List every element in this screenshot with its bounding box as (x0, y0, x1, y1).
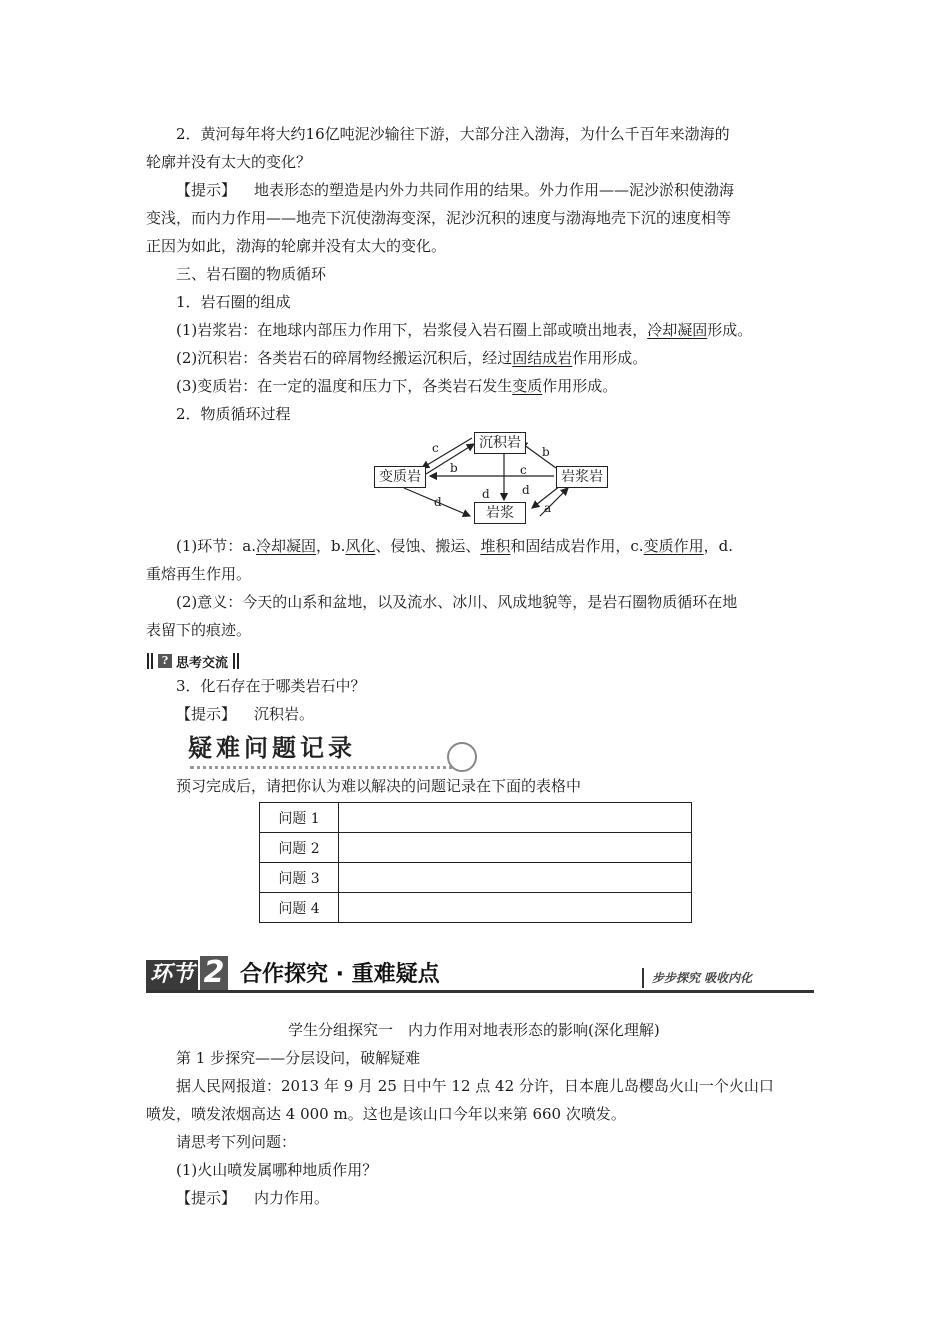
igneous-rock-box: 岩浆岩 (556, 466, 608, 488)
text: 作用形成。 (542, 377, 618, 395)
text: ，b. (315, 537, 346, 555)
subheading-composition: 1．岩石圈的组成 (176, 293, 291, 311)
inquiry-q1: (1)火山喷发属哪种地质作用？ (176, 1161, 378, 1179)
table-row (260, 833, 692, 863)
q3-question: 3．化石存在于哪类岩石中？ (176, 677, 366, 695)
question-record-table (259, 802, 692, 923)
label-c-top: c (432, 441, 439, 455)
arrow-c-sed-to-meta (422, 438, 472, 468)
row-header: 问题 4 (260, 893, 339, 923)
inquiry-hint (176, 1188, 329, 1208)
q2-hint-line3: 正因为如此，渤海的轮廓并没有太大的变化。 (146, 237, 447, 255)
cycle-meaning-line2: 表留下的痕迹。 (146, 621, 252, 639)
section2-header (146, 955, 814, 994)
news-line2: 喷发，喷发浓烟高达 4 000 m。这也是该山口今年以来第 660 次喷发。 (146, 1105, 626, 1123)
tag-bar (237, 653, 239, 669)
text: 形成。 (707, 321, 753, 339)
text: (1)环节：a. (176, 537, 256, 555)
think-discuss-tag (146, 652, 240, 670)
text: (3)变质岩：在一定的温度和压力下，各类岩石发生 (176, 377, 513, 395)
answer-cell[interactable] (339, 893, 692, 923)
magma-box: 岩浆 (474, 502, 526, 524)
answer-blank: 固结成岩 (512, 349, 573, 367)
label-b-right: b (542, 445, 550, 459)
answer-blank: 变质作用 (643, 537, 704, 555)
hint-label: 【提示】 (176, 1189, 237, 1207)
answer-blank: 风化 (345, 537, 376, 555)
subheading-cycle: 2．物质循环过程 (176, 405, 291, 423)
circle-decoration-icon (447, 742, 477, 772)
text: (1)岩浆岩：在地球内部压力作用下，岩浆侵入岩石圈上部或喷出地表， (176, 321, 648, 339)
hint-text: 沉积岩。 (254, 705, 315, 723)
answer-cell[interactable] (339, 863, 692, 893)
section-title: 合作探究 · 重难疑点 (240, 962, 440, 987)
label-a: a (544, 501, 552, 515)
row-header: 问题 1 (260, 803, 339, 833)
section-tagline: 步步探究 吸收内化 (652, 971, 753, 985)
tag-bar (151, 653, 153, 669)
label-b-left: b (450, 461, 458, 475)
answer-blank: 变质 (512, 377, 543, 395)
text: 和固结成岩作用，c. (510, 537, 644, 555)
row-header: 问题 2 (260, 833, 339, 863)
tag-bar (147, 653, 149, 669)
difficult-questions-banner (182, 728, 482, 770)
text: 、侵蚀、搬运、 (375, 537, 481, 555)
q3-hint (176, 704, 314, 724)
section-label: 环节 (146, 960, 198, 990)
answer-cell[interactable] (339, 803, 692, 833)
answer-blank: 冷却凝固 (255, 537, 316, 555)
cycle-meaning-line1: (2)意义：今天的山系和盆地，以及流水、冰川、风成地貌等，是岩石圈物质循环在地 (176, 593, 738, 611)
question-icon: ? (158, 654, 172, 668)
record-intro: 预习完成后，请把你认为难以解决的问题记录在下面的表格中 (176, 777, 582, 795)
banner-title: 疑难问题记录 (188, 734, 356, 762)
answer-blank: 堆积 (480, 537, 511, 555)
metamorphic-definition (176, 376, 617, 396)
header-rule (146, 990, 814, 993)
tag-bar (233, 653, 235, 669)
think-discuss-label: 思考交流 (176, 655, 229, 671)
table-row (260, 863, 692, 893)
dotted-rule (190, 766, 460, 769)
section-heading: 三、岩石圈的物质循环 (176, 265, 327, 283)
answer-blank: 冷却凝固 (647, 321, 708, 339)
text: 作用形成。 (572, 349, 648, 367)
text: (2)沉积岩：各类岩石的碎屑物经搬运沉积后，经过 (176, 349, 513, 367)
q2-line1: 2．黄河每年将大约16亿吨泥沙输往下游，大部分注入渤海，为什么千百年来渤海的 (176, 125, 730, 143)
sedimentary-rock-box: 沉积岩 (474, 432, 526, 454)
inquiry-title: 学生分组探究一 内力作用对地表形态的影响(深化理解) (288, 1021, 660, 1039)
answer-cell[interactable] (339, 833, 692, 863)
rock-cycle-diagram (370, 430, 610, 530)
q2-hint-line1 (176, 180, 734, 200)
sedimentary-definition (176, 348, 647, 368)
text: ，d. (703, 537, 733, 555)
q2-hint-line2: 变浅，而内力作用——地壳下沉使渤海变深，泥沙沉积的速度与渤海地壳下沉的速度相等 (146, 209, 732, 227)
cycle-links-line2: 重熔再生作用。 (146, 565, 252, 583)
label-c-mid: c (520, 463, 527, 477)
cycle-links-line1 (176, 536, 733, 556)
hint-text: 地表形态的塑造是内外力共同作用的结果。外力作用——泥沙淤积使渤海 (254, 181, 735, 199)
separator (642, 968, 644, 988)
prompt: 请思考下列问题： (176, 1133, 297, 1151)
metamorphic-rock-box: 变质岩 (374, 466, 426, 488)
hint-label: 【提示】 (176, 181, 237, 199)
row-header: 问题 3 (260, 863, 339, 893)
igneous-definition (176, 320, 752, 340)
q2-line2: 轮廓并没有太大的变化？ (146, 153, 312, 171)
label-d-left: d (434, 495, 442, 509)
step1: 第 1 步探究——分层设问，破解疑难 (176, 1049, 421, 1067)
table-row (260, 803, 692, 833)
hint-label: 【提示】 (176, 705, 237, 723)
hint-text: 内力作用。 (254, 1189, 330, 1207)
news-line1: 据人民网报道：2013 年 9 月 25 日中午 12 点 42 分许，日本鹿儿岛樱岛火山一个火山口 (176, 1077, 774, 1095)
label-d-center: d (482, 487, 490, 501)
section-number: 2 (200, 956, 228, 990)
label-d-right: d (522, 483, 530, 497)
table-row (260, 893, 692, 923)
